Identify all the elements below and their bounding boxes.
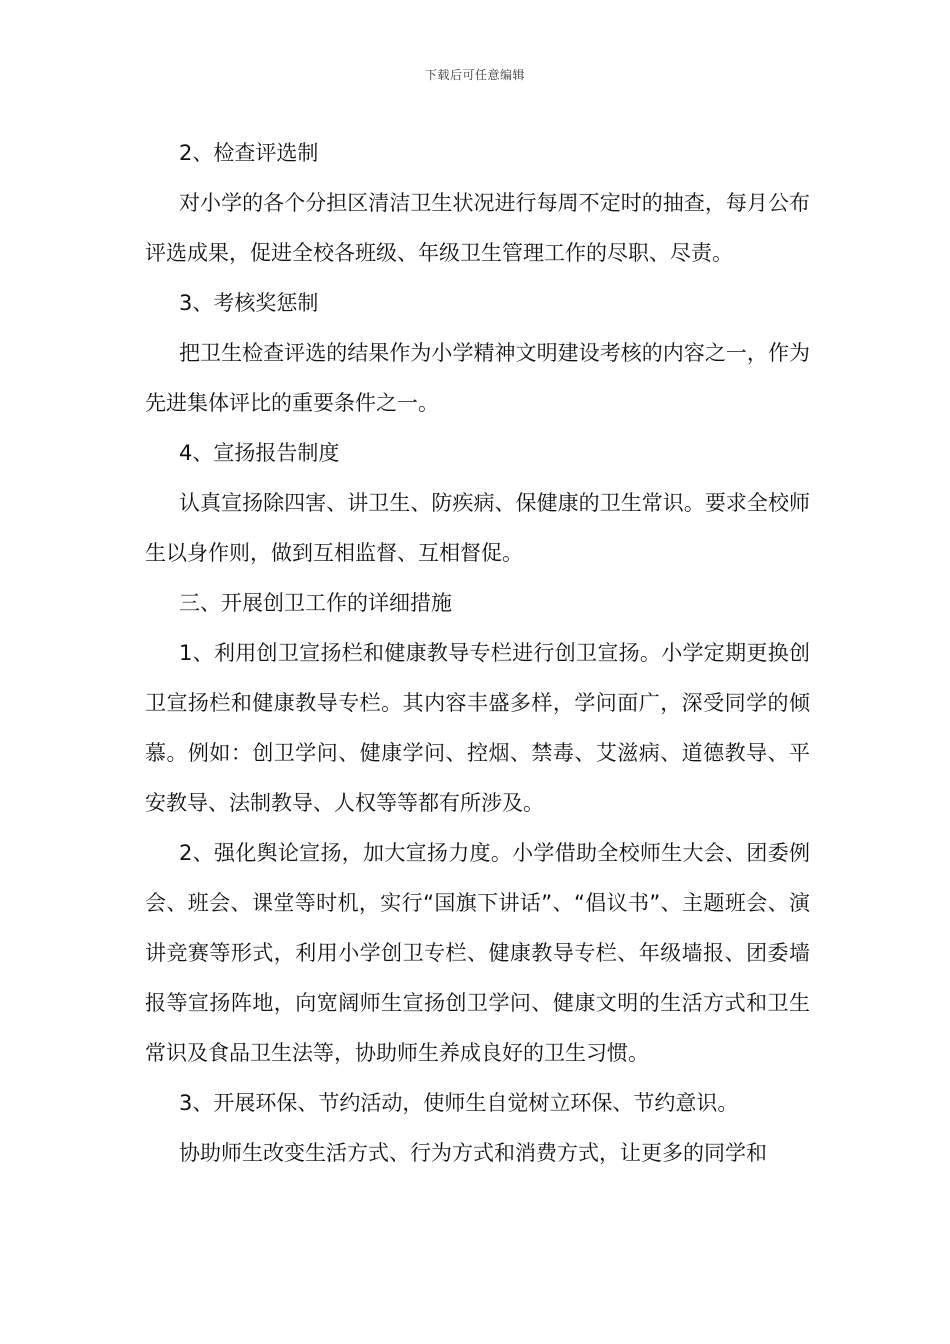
paragraph-publicity-report: 认真宣扬除四害、讲卫生、防疾病、保健康的卫生常识。要求全校师生以身作则，做到互相监督、互相督促。 <box>145 491 810 565</box>
paragraph-continued: 协助师生改变生活方式、行为方式和消费方式，让更多的同学和 <box>179 1141 767 1165</box>
paragraph-measure-2: 2、强化舆论宣扬，加大宣扬力度。小学借助全校师生大会、团委例会、班会、课堂等时机，实行“国旗下讲话”、“倡议书”、主题班会、演讲竞赛等形式，利用小学创卫专栏、健康教导专栏、年级墙报、团委墙报等宣扬阵地，向宽阔师生宣扬创卫学问、健康文明的生活方式和卫生常识及食品卫生法等，协助师生养成良好的卫生习惯。 <box>145 841 810 1065</box>
header-note: 下载后可任意编辑 <box>424 68 525 82</box>
paragraph-measure-3: 3、开展环保、节约活动，使师生自觉树立环保、节约意识。 <box>179 1091 739 1115</box>
section-heading-measures: 三、开展创卫工作的详细措施 <box>179 591 452 615</box>
paragraph-measure-1: 1、利用创卫宣扬栏和健康教导专栏进行创卫宣扬。小学定期更换创卫宣扬栏和健康教导专栏。其内容丰盛多样，学问面广，深受同学的倾慕。例如：创卫学问、健康学问、控烟、禁毒、艾滋病、道德教导、平安教导、法制教导、人权等等都有所涉及。 <box>145 641 810 815</box>
heading-publicity-report: 4、宣扬报告制度 <box>179 441 340 465</box>
heading-inspection: 2、检查评选制 <box>179 141 319 165</box>
document-body <box>145 128 810 1178</box>
paragraph-assessment: 把卫生检查评选的结果作为小学精神文明建设考核的内容之一，作为先进集体评比的重要条件之一。 <box>145 341 810 415</box>
heading-assessment: 3、考核奖惩制 <box>179 291 319 315</box>
paragraph-inspection: 对小学的各个分担区清洁卫生状况进行每周不定时的抽查，每月公布评选成果，促进全校各班级、年级卫生管理工作的尽职、尽责。 <box>145 191 810 265</box>
